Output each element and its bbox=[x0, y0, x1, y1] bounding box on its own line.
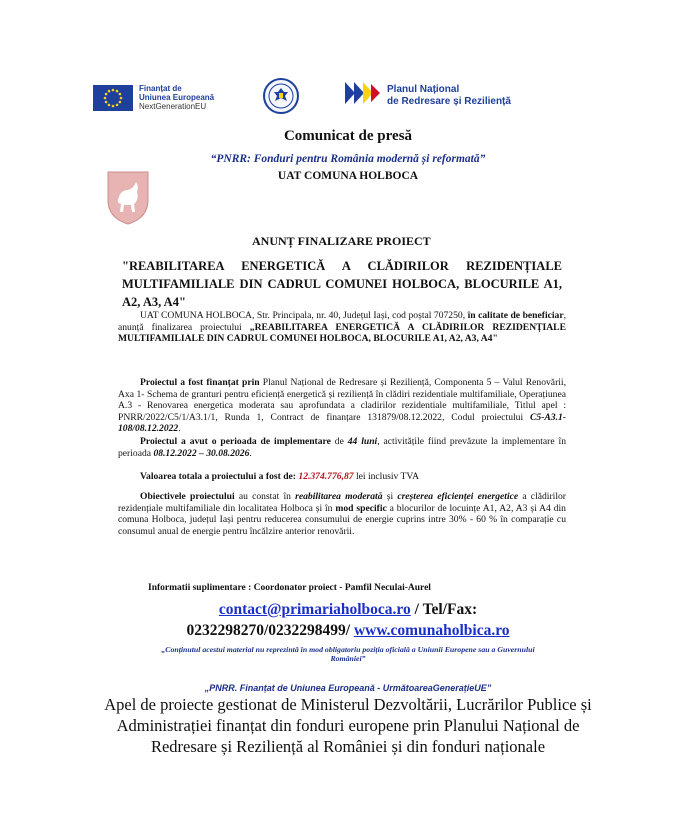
paragraph-period bbox=[118, 436, 566, 459]
p5-text-b: au constat în bbox=[234, 491, 296, 502]
holboca-coat-of-arms-icon bbox=[106, 170, 150, 231]
eu-logo-line1: Finanțat de bbox=[139, 84, 182, 93]
p3-text-b: de bbox=[330, 436, 348, 447]
romanian-government-seal-icon bbox=[263, 78, 299, 114]
p5-text-f: a clădirilor rezidențiale multifamiliale din localitatea Holboca și în bbox=[118, 491, 566, 514]
p2-text-d: . bbox=[178, 423, 181, 435]
paragraph-objectives bbox=[118, 491, 566, 537]
p1-text-c: , anunță finalizarea proiectului bbox=[118, 310, 566, 333]
p4-text-a: Valoarea totala a proiectului a fost de: bbox=[140, 471, 299, 482]
project-title: "REABILITAREA ENERGETICĂ A CLĂDIRILOR REZIDENȚIALE MULTIFAMILIALE DIN CADRUL COMUNEI HOLBOCA, BLOCURILE A1, A2, A3, A4" bbox=[122, 259, 562, 309]
pnrr-logo-line1: Planul Național bbox=[387, 83, 460, 95]
phone-line bbox=[0, 622, 696, 640]
announcement-heading: ANUNȚ FINALIZARE PROIECT bbox=[252, 234, 431, 248]
eu-logo-line2: Uniunea Europeană bbox=[139, 93, 215, 102]
p5-text-d: și bbox=[382, 491, 398, 502]
uat-name: UAT COMUNA HOLBOCA bbox=[277, 170, 419, 182]
pnrr-eu-tagline: „PNRR. Finanțat de Uniunea Europeană - UrmătoareaGenerațieUE” bbox=[204, 683, 492, 693]
eu-disclaimer: „Conținutul acestui material nu reprezintă în mod obligatoriu poziția oficială a Uniunii Europene sau a Guvernului României” bbox=[161, 645, 535, 663]
p1-text-b: în calitate de beneficiar bbox=[467, 310, 564, 321]
paragraph-value bbox=[118, 471, 566, 483]
phone-numbers: 0232298270/0232298499/ bbox=[186, 622, 354, 639]
eu-flag-icon bbox=[93, 85, 133, 111]
press-subtitle: “PNRR: Fonduri pentru România modernă și reformată” bbox=[210, 153, 486, 165]
website-link[interactable]: www.comunaholbica.ro bbox=[353, 622, 510, 639]
p5-text-e: creșterea eficienței energetice bbox=[397, 491, 519, 502]
p1-text-a: UAT COMUNA HOLBOCA, Str. Principala, nr. 40, Județul Iași, cod poștal 707250, bbox=[140, 310, 468, 321]
p5-text-a: Obiectivele proiectului bbox=[140, 491, 235, 502]
pnrr-arrow-icon bbox=[345, 82, 381, 109]
contact-line bbox=[0, 601, 696, 619]
p5-text-h: a blocurilor de locuințe A1, A2, A3 și A4 din comuna Holboca, județul Iași pentru reducerea consumului de energie cuprins intre 30% - 60 % în comparație cu consumul anual de energie pentru încălzire anterior renovării. bbox=[118, 502, 566, 537]
logo-bar bbox=[0, 78, 696, 118]
p3-text-d: , activitățile fiind prevăzute la implementare în perioada bbox=[118, 436, 566, 459]
p2-text-b: Planul Național de Redresare și Reziliență, Componenta 5 – Valul Renovării, Axa 1- Schema de granturi pentru eficiență energetică și reziliență în clădiri rezidentiale multifamiliale, Operațiunea A.3 - Renovarea energetica moderata sau aprofundata a cladirilor rezidentiale multifamiliale, Titlul apel : PNRR/2022/C5/1/A3.1/1, Runda 1, Contract de finanțare 131879/08.12.2022, Codul proiectului bbox=[118, 377, 566, 423]
funding-appeal-text: Apel de proiecte gestionat de Ministerul Dezvoltării, Lucrărilor Publice și Administrației finanțat din fonduri europene prin Planului Național de Redresare și Reziliență al României și din fonduri naționale bbox=[104, 695, 592, 756]
p4-amount: 12.374.776,87 bbox=[298, 471, 354, 482]
page-title: Comunicat de presă bbox=[283, 128, 413, 144]
p5-text-c: reabilitarea moderată bbox=[295, 491, 383, 502]
additional-info: Informatii suplimentare : Coordonator proiect - Pamfil Neculai-Aurel bbox=[148, 583, 431, 593]
p4-text-c: lei inclusiv TVA bbox=[353, 471, 420, 482]
p3-duration: 44 luni bbox=[347, 436, 378, 447]
p3-text-f: . bbox=[249, 447, 252, 459]
p3-dates: 08.12.2022 – 30.08.2026 bbox=[153, 447, 250, 459]
email-link[interactable]: contact@primariaholboca.ro bbox=[218, 601, 411, 618]
eu-funding-logo bbox=[93, 84, 214, 111]
p2-text-a: Proiectul a fost finanțat prin bbox=[140, 377, 260, 388]
pnrr-logo bbox=[345, 82, 511, 109]
p2-project-code: C5-A3.1-108/08.12.2022 bbox=[118, 411, 566, 435]
p1-text-d: „REABILITAREA ENERGETICĂ A CLĂDIRILOR REZIDENȚIALE MULTIFAMILIALE DIN CADRUL COMUNEI HOLBOCA, BLOCURILE A1, A2, A3, A4" bbox=[118, 321, 566, 345]
pnrr-logo-line2: de Redresare și Reziliență bbox=[387, 95, 511, 107]
eu-logo-line3: NextGenerationEU bbox=[139, 102, 207, 111]
p5-text-g: mod specific bbox=[335, 502, 387, 514]
p3-text-a: Proiectul a avut o perioada de implementare bbox=[140, 436, 331, 447]
paragraph-beneficiary bbox=[118, 310, 566, 345]
paragraph-financing bbox=[118, 377, 566, 435]
tel-label: / Tel/Fax: bbox=[410, 601, 478, 618]
